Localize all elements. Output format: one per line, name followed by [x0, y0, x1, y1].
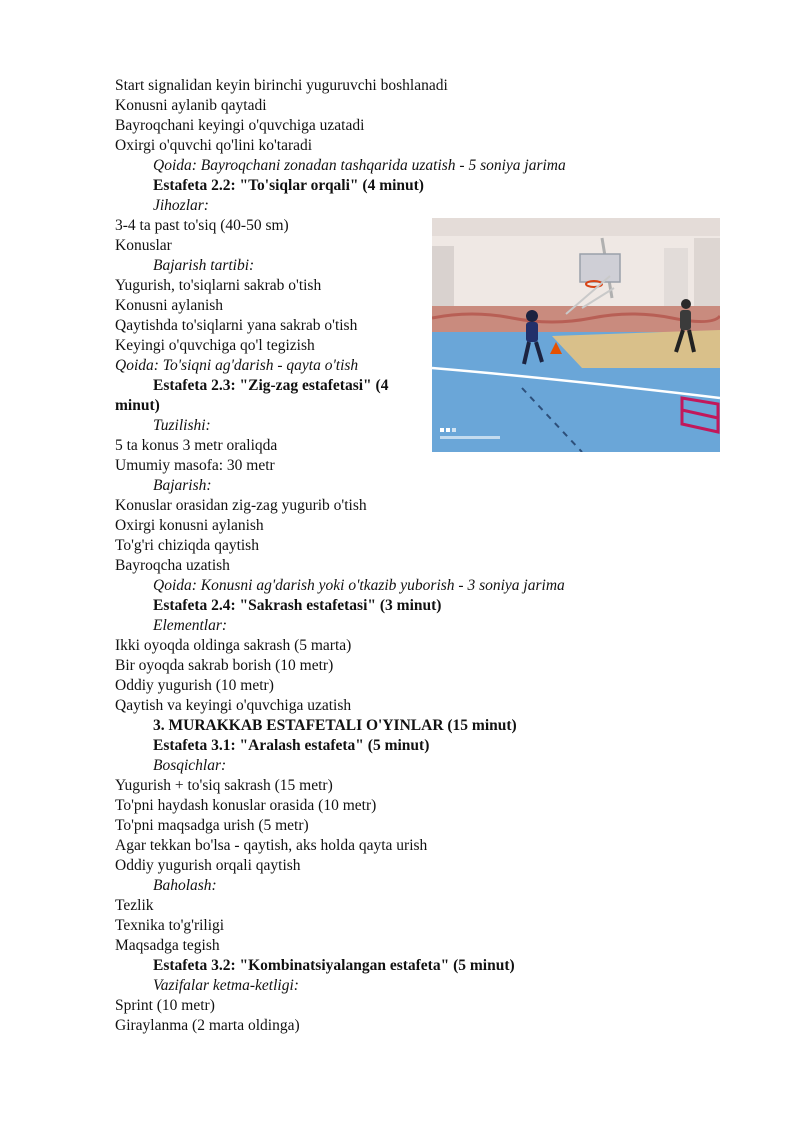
text-line: Texnika to'g'riligi [115, 917, 225, 934]
subheading: Vazifalar ketma-ketligi: [153, 977, 299, 994]
gym-photo [432, 218, 720, 452]
text-line: Qaytish va keyingi o'quvchiga uzatish [115, 697, 352, 714]
subheading: Elementlar: [153, 617, 228, 634]
text-line: Bir oyoqda sakrab borish (10 metr) [115, 657, 334, 674]
rule-note: Qoida: To'siqni ag'darish - qayta o'tish [115, 357, 359, 374]
subheading: Tuzilishi: [153, 417, 211, 434]
section-heading: Estafeta 2.4: "Sakrash estafetasi" (3 minut) [153, 597, 442, 614]
text-line: Konusni aylanish [115, 297, 224, 314]
rule-note: Qoida: Konusni ag'darish yoki o'tkazib yuborish - 3 soniya jarima [153, 577, 565, 594]
text-line: Konuslar orasidan zig-zag yugurib o'tish [115, 497, 367, 514]
text-line: Oddiy yugurish orqali qaytish [115, 857, 301, 874]
text-line: Umumiy masofa: 30 metr [115, 457, 275, 474]
text-line: Bayroqchani keyingi o'quvchiga uzatadi [115, 117, 365, 134]
section-heading: Estafeta 2.2: "To'siqlar orqali" (4 minut) [153, 177, 424, 194]
chapter-heading: 3. MURAKKAB ESTAFETALI O'YINLAR (15 minut) [153, 717, 517, 734]
text-line: To'g'ri chiziqda qaytish [115, 537, 259, 554]
text-line: To'pni maqsadga urish (5 metr) [115, 817, 309, 834]
rule-note: Qoida: Bayroqchani zonadan tashqarida uzatish - 5 soniya jarima [153, 157, 566, 174]
subheading: Bosqichlar: [153, 757, 227, 774]
text-line: Start signalidan keyin birinchi yuguruvchi boshlanadi [115, 77, 448, 94]
text-line: Tezlik [115, 897, 154, 914]
text-line: 3-4 ta past to'siq (40-50 sm) [115, 217, 289, 234]
text-line: Oxirgi o'quvchi qo'lini ko'taradi [115, 137, 313, 154]
subheading: Bajarish: [153, 477, 212, 494]
text-line: Yugurish + to'siq sakrash (15 metr) [115, 777, 333, 794]
text-line: 5 ta konus 3 metr oraliqda [115, 437, 278, 454]
section-heading-cont: minut) [115, 397, 160, 414]
section-heading: Estafeta 3.1: "Aralash estafeta" (5 minut) [153, 737, 430, 754]
text-line: Giraylanma (2 marta oldinga) [115, 1017, 300, 1034]
text-line: Oddiy yugurish (10 metr) [115, 677, 274, 694]
text-line: Qaytishda to'siqlarni yana sakrab o'tish [115, 317, 358, 334]
text-line: Ikki oyoqda oldinga sakrash (5 marta) [115, 637, 352, 654]
text-line: Agar tekkan bo'lsa - qaytish, aks holda qayta urish [115, 837, 428, 854]
text-line: Konuslar [115, 237, 172, 254]
section-heading: Estafeta 2.3: "Zig-zag estafetasi" (4 [153, 377, 389, 394]
subheading: Jihozlar: [153, 197, 209, 214]
subheading: Baholash: [153, 877, 217, 894]
text-line: Yugurish, to'siqlarni sakrab o'tish [115, 277, 322, 294]
text-line: Oxirgi konusni aylanish [115, 517, 264, 534]
section-heading: Estafeta 3.2: "Kombinatsiyalangan estafeta" (5 minut) [153, 957, 515, 974]
text-line: Sprint (10 metr) [115, 997, 215, 1014]
subheading: Bajarish tartibi: [153, 257, 255, 274]
text-line: To'pni haydash konuslar orasida (10 metr) [115, 797, 377, 814]
text-line: Keyingi o'quvchiga qo'l tegizish [115, 337, 315, 354]
text-line: Bayroqcha uzatish [115, 557, 230, 574]
text-line: Konusni aylanib qaytadi [115, 97, 267, 114]
gym-photo-icon [432, 218, 720, 452]
text-line: Maqsadga tegish [115, 937, 220, 954]
